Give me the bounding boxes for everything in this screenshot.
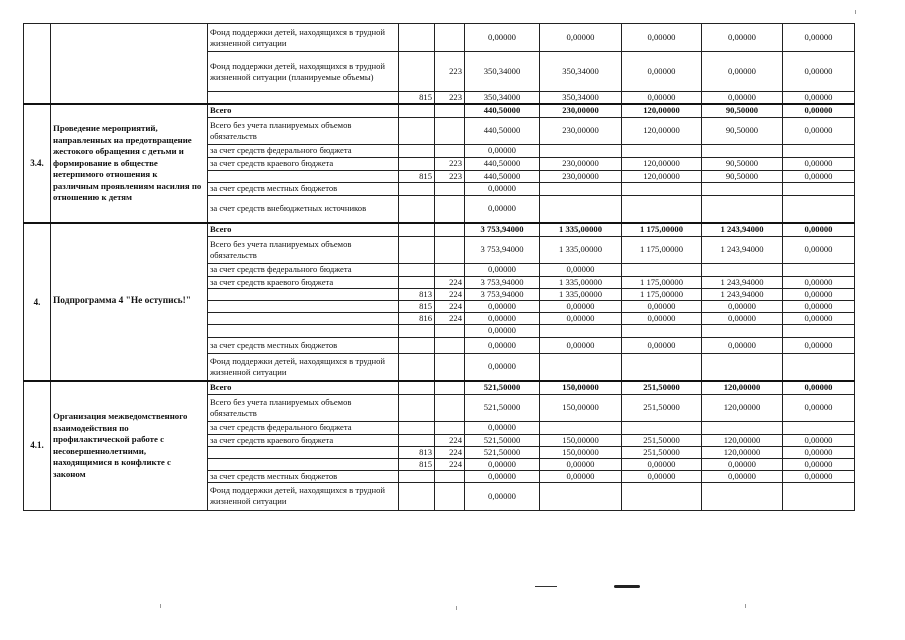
value-year-1: [540, 482, 622, 510]
grbs-code: 815: [399, 92, 435, 105]
value-year-1: 0,00000: [540, 458, 622, 470]
value-year-3: 120,00000: [702, 434, 783, 446]
source-label: за счет средств федерального бюджета: [208, 421, 399, 434]
grbs-code: [399, 157, 435, 170]
measure-name-cell: Проведение мероприятий, направленных на предотвращение жестокого обращения с детьми и формирование в обществе нетерпимого отношения к различным проявлениям насилия по отношению к детям: [51, 104, 208, 223]
source-label: за счет средств местных бюджетов: [208, 337, 399, 353]
grbs-code: 815: [399, 170, 435, 182]
source-label: за счет средств внебюджетных источников: [208, 195, 399, 223]
budget-table: [23, 23, 855, 511]
value-total: 0,00000: [465, 195, 540, 223]
value-year-3: [702, 353, 783, 381]
grbs-code: [399, 182, 435, 195]
value-year-3: [702, 182, 783, 195]
value-year-3: 90,50000: [702, 170, 783, 182]
value-year-1: 150,00000: [540, 394, 622, 421]
value-year-1: 1 335,00000: [540, 223, 622, 236]
value-year-2: 1 175,00000: [622, 223, 702, 236]
source-label: за счет средств краевого бюджета: [208, 157, 399, 170]
value-year-3: 120,00000: [702, 381, 783, 394]
grbs-code: 816: [399, 312, 435, 324]
kvr-code: [435, 353, 465, 381]
value-year-2: 251,50000: [622, 434, 702, 446]
kvr-code: 223: [435, 157, 465, 170]
grbs-code: [399, 434, 435, 446]
kvr-code: [435, 324, 465, 337]
value-year-3: [702, 144, 783, 157]
value-year-4: 0,00000: [783, 470, 855, 482]
value-year-2: 0,00000: [622, 300, 702, 312]
kvr-code: [435, 394, 465, 421]
value-year-2: [622, 263, 702, 276]
source-label: [208, 170, 399, 182]
source-label: за счет средств местных бюджетов: [208, 470, 399, 482]
kvr-code: 224: [435, 312, 465, 324]
source-label: Фонд поддержки детей, находящихся в трудной жизненной ситуации: [208, 482, 399, 510]
source-label: Всего: [208, 223, 399, 236]
value-year-3: 0,00000: [702, 52, 783, 92]
value-year-2: 120,00000: [622, 117, 702, 144]
grbs-code: [399, 394, 435, 421]
value-year-4: 0,00000: [783, 276, 855, 288]
value-year-4: 0,00000: [783, 223, 855, 236]
index-cell: 3.4.: [24, 104, 51, 223]
value-year-3: 120,00000: [702, 446, 783, 458]
value-total: 0,00000: [465, 337, 540, 353]
value-year-3: 0,00000: [702, 24, 783, 52]
measure-name-cell: [51, 24, 208, 105]
grbs-code: 815: [399, 458, 435, 470]
source-label: Всего: [208, 381, 399, 394]
grbs-code: [399, 223, 435, 236]
source-label: за счет средств краевого бюджета: [208, 434, 399, 446]
grbs-code: [399, 144, 435, 157]
value-year-4: [783, 353, 855, 381]
value-year-4: 0,00000: [783, 236, 855, 263]
value-year-4: 0,00000: [783, 458, 855, 470]
value-total: 0,00000: [465, 312, 540, 324]
value-year-2: [622, 353, 702, 381]
value-total: 0,00000: [465, 353, 540, 381]
index-cell: [24, 24, 51, 105]
value-year-2: [622, 144, 702, 157]
value-year-1: 1 335,00000: [540, 276, 622, 288]
value-year-2: [622, 421, 702, 434]
value-year-3: 0,00000: [702, 470, 783, 482]
value-total: 3 753,94000: [465, 276, 540, 288]
value-total: 3 753,94000: [465, 288, 540, 300]
value-year-4: 0,00000: [783, 24, 855, 52]
grbs-code: [399, 195, 435, 223]
value-total: 521,50000: [465, 434, 540, 446]
source-label: Всего без учета планируемых объемов обязательств: [208, 117, 399, 144]
value-year-4: 0,00000: [783, 381, 855, 394]
value-year-3: [702, 324, 783, 337]
value-year-1: 350,34000: [540, 52, 622, 92]
value-year-3: 90,50000: [702, 157, 783, 170]
value-year-2: 0,00000: [622, 312, 702, 324]
kvr-code: 224: [435, 276, 465, 288]
value-total: 350,34000: [465, 92, 540, 105]
table-row: [24, 223, 855, 236]
value-total: 3 753,94000: [465, 236, 540, 263]
value-year-4: 0,00000: [783, 312, 855, 324]
source-label: Всего без учета планируемых объемов обязательств: [208, 394, 399, 421]
kvr-code: [435, 470, 465, 482]
table-row: [24, 381, 855, 394]
value-total: 0,00000: [465, 24, 540, 52]
grbs-code: [399, 482, 435, 510]
value-year-2: 0,00000: [622, 92, 702, 105]
value-year-3: 90,50000: [702, 117, 783, 144]
value-year-1: [540, 195, 622, 223]
value-year-2: 1 175,00000: [622, 236, 702, 263]
subprogram-name-cell: Подпрограмма 4 "Не оступись!": [51, 223, 208, 381]
value-year-2: 251,50000: [622, 446, 702, 458]
value-year-2: 0,00000: [622, 52, 702, 92]
value-year-1: 0,00000: [540, 263, 622, 276]
value-year-3: 120,00000: [702, 394, 783, 421]
value-year-2: [622, 482, 702, 510]
grbs-code: 813: [399, 446, 435, 458]
kvr-code: [435, 144, 465, 157]
value-year-4: 0,00000: [783, 446, 855, 458]
value-year-3: [702, 421, 783, 434]
value-year-1: 1 335,00000: [540, 288, 622, 300]
grbs-code: [399, 353, 435, 381]
value-year-2: 1 175,00000: [622, 276, 702, 288]
kvr-code: [435, 104, 465, 117]
table-row: [24, 104, 855, 117]
value-year-3: [702, 263, 783, 276]
value-year-3: 0,00000: [702, 312, 783, 324]
value-year-2: 0,00000: [622, 24, 702, 52]
grbs-code: 813: [399, 288, 435, 300]
value-year-3: [702, 195, 783, 223]
kvr-code: [435, 337, 465, 353]
value-total: 350,34000: [465, 52, 540, 92]
value-year-2: 0,00000: [622, 337, 702, 353]
kvr-code: [435, 117, 465, 144]
value-year-1: 0,00000: [540, 312, 622, 324]
value-year-1: 0,00000: [540, 300, 622, 312]
value-total: 521,50000: [465, 446, 540, 458]
source-label: [208, 300, 399, 312]
source-label: Всего: [208, 104, 399, 117]
value-year-2: [622, 182, 702, 195]
value-year-2: 251,50000: [622, 381, 702, 394]
scan-dot: [855, 10, 856, 14]
value-total: 440,50000: [465, 117, 540, 144]
kvr-code: [435, 381, 465, 394]
value-year-1: 0,00000: [540, 24, 622, 52]
value-year-4: 0,00000: [783, 52, 855, 92]
value-year-1: 230,00000: [540, 104, 622, 117]
grbs-code: [399, 421, 435, 434]
value-total: 0,00000: [465, 470, 540, 482]
value-total: 440,50000: [465, 170, 540, 182]
value-year-3: 1 243,94000: [702, 223, 783, 236]
value-year-3: [702, 482, 783, 510]
value-year-2: 120,00000: [622, 170, 702, 182]
grbs-code: [399, 381, 435, 394]
value-year-3: 1 243,94000: [702, 276, 783, 288]
source-label: Фонд поддержки детей, находящихся в трудной жизненной ситуации (планируемые объемы): [208, 52, 399, 92]
value-year-3: 0,00000: [702, 300, 783, 312]
source-label: [208, 288, 399, 300]
value-total: 0,00000: [465, 324, 540, 337]
source-label: [208, 324, 399, 337]
value-total: 0,00000: [465, 144, 540, 157]
grbs-code: [399, 24, 435, 52]
value-year-1: 0,00000: [540, 337, 622, 353]
value-total: 0,00000: [465, 421, 540, 434]
value-total: 0,00000: [465, 482, 540, 510]
value-year-2: 120,00000: [622, 104, 702, 117]
kvr-code: 224: [435, 434, 465, 446]
value-year-2: 1 175,00000: [622, 288, 702, 300]
source-label: за счет средств краевого бюджета: [208, 276, 399, 288]
value-total: 521,50000: [465, 381, 540, 394]
source-label: за счет средств федерального бюджета: [208, 263, 399, 276]
value-year-4: 0,00000: [783, 300, 855, 312]
scan-dot: [456, 606, 457, 610]
source-label: [208, 92, 399, 105]
source-label: Фонд поддержки детей, находящихся в трудной жизненной ситуации: [208, 353, 399, 381]
kvr-code: 224: [435, 446, 465, 458]
grbs-code: [399, 104, 435, 117]
value-year-4: 0,00000: [783, 117, 855, 144]
scan-mark: [535, 586, 557, 587]
value-year-4: 0,00000: [783, 394, 855, 421]
value-year-4: [783, 144, 855, 157]
index-cell: 4.: [24, 223, 51, 381]
value-year-2: [622, 195, 702, 223]
value-total: 440,50000: [465, 157, 540, 170]
value-year-4: [783, 324, 855, 337]
source-label: Всего без учета планируемых объемов обязательств: [208, 236, 399, 263]
grbs-code: [399, 276, 435, 288]
value-year-4: [783, 182, 855, 195]
index-cell: 4.1.: [24, 381, 51, 510]
kvr-code: 223: [435, 52, 465, 92]
scan-dot: [160, 604, 161, 608]
value-total: 521,50000: [465, 394, 540, 421]
kvr-code: 224: [435, 300, 465, 312]
value-year-1: 230,00000: [540, 157, 622, 170]
source-label: за счет средств федерального бюджета: [208, 144, 399, 157]
source-label: [208, 458, 399, 470]
kvr-code: [435, 182, 465, 195]
kvr-code: [435, 482, 465, 510]
value-year-1: [540, 421, 622, 434]
value-year-3: 90,50000: [702, 104, 783, 117]
value-year-4: 0,00000: [783, 288, 855, 300]
source-label: [208, 446, 399, 458]
value-year-2: 0,00000: [622, 458, 702, 470]
value-year-1: 230,00000: [540, 117, 622, 144]
kvr-code: [435, 236, 465, 263]
value-year-4: [783, 195, 855, 223]
value-year-1: [540, 324, 622, 337]
value-year-4: 0,00000: [783, 92, 855, 105]
value-year-1: [540, 182, 622, 195]
value-year-4: 0,00000: [783, 434, 855, 446]
value-year-1: 1 335,00000: [540, 236, 622, 263]
value-year-3: 1 243,94000: [702, 288, 783, 300]
value-year-3: 0,00000: [702, 337, 783, 353]
value-year-4: 0,00000: [783, 337, 855, 353]
kvr-code: [435, 24, 465, 52]
value-year-2: 120,00000: [622, 157, 702, 170]
value-year-4: 0,00000: [783, 170, 855, 182]
table-row: [24, 24, 855, 52]
value-year-2: [622, 324, 702, 337]
grbs-code: [399, 117, 435, 144]
value-year-1: [540, 353, 622, 381]
grbs-code: [399, 263, 435, 276]
kvr-code: 224: [435, 458, 465, 470]
grbs-code: 815: [399, 300, 435, 312]
value-year-2: 0,00000: [622, 470, 702, 482]
kvr-code: 223: [435, 170, 465, 182]
value-year-4: [783, 421, 855, 434]
value-total: 0,00000: [465, 182, 540, 195]
grbs-code: [399, 52, 435, 92]
value-year-3: 0,00000: [702, 458, 783, 470]
value-total: 3 753,94000: [465, 223, 540, 236]
value-year-1: 150,00000: [540, 434, 622, 446]
grbs-code: [399, 470, 435, 482]
value-year-1: 230,00000: [540, 170, 622, 182]
value-year-3: 1 243,94000: [702, 236, 783, 263]
grbs-code: [399, 324, 435, 337]
value-total: 440,50000: [465, 104, 540, 117]
grbs-code: [399, 236, 435, 263]
scan-mark: [614, 585, 640, 588]
grbs-code: [399, 337, 435, 353]
value-year-4: 0,00000: [783, 157, 855, 170]
kvr-code: [435, 263, 465, 276]
measure-name-cell: Организация межведомственного взаимодействия по профилактической работе с несовершеннолетними, находящимися в конфликте с законом: [51, 381, 208, 510]
value-total: 0,00000: [465, 263, 540, 276]
kvr-code: 224: [435, 288, 465, 300]
value-year-4: [783, 263, 855, 276]
source-label: за счет средств местных бюджетов: [208, 182, 399, 195]
value-year-1: 350,34000: [540, 92, 622, 105]
source-label: [208, 312, 399, 324]
source-label: Фонд поддержки детей, находящихся в трудной жизненной ситуации: [208, 24, 399, 52]
value-year-4: [783, 482, 855, 510]
value-year-1: [540, 144, 622, 157]
kvr-code: [435, 421, 465, 434]
value-year-1: 0,00000: [540, 470, 622, 482]
value-year-1: 150,00000: [540, 446, 622, 458]
value-total: 0,00000: [465, 458, 540, 470]
value-year-1: 150,00000: [540, 381, 622, 394]
kvr-code: [435, 223, 465, 236]
kvr-code: 223: [435, 92, 465, 105]
kvr-code: [435, 195, 465, 223]
value-total: 0,00000: [465, 300, 540, 312]
scan-dot: [745, 604, 746, 608]
value-year-3: 0,00000: [702, 92, 783, 105]
value-year-2: 251,50000: [622, 394, 702, 421]
value-year-4: 0,00000: [783, 104, 855, 117]
